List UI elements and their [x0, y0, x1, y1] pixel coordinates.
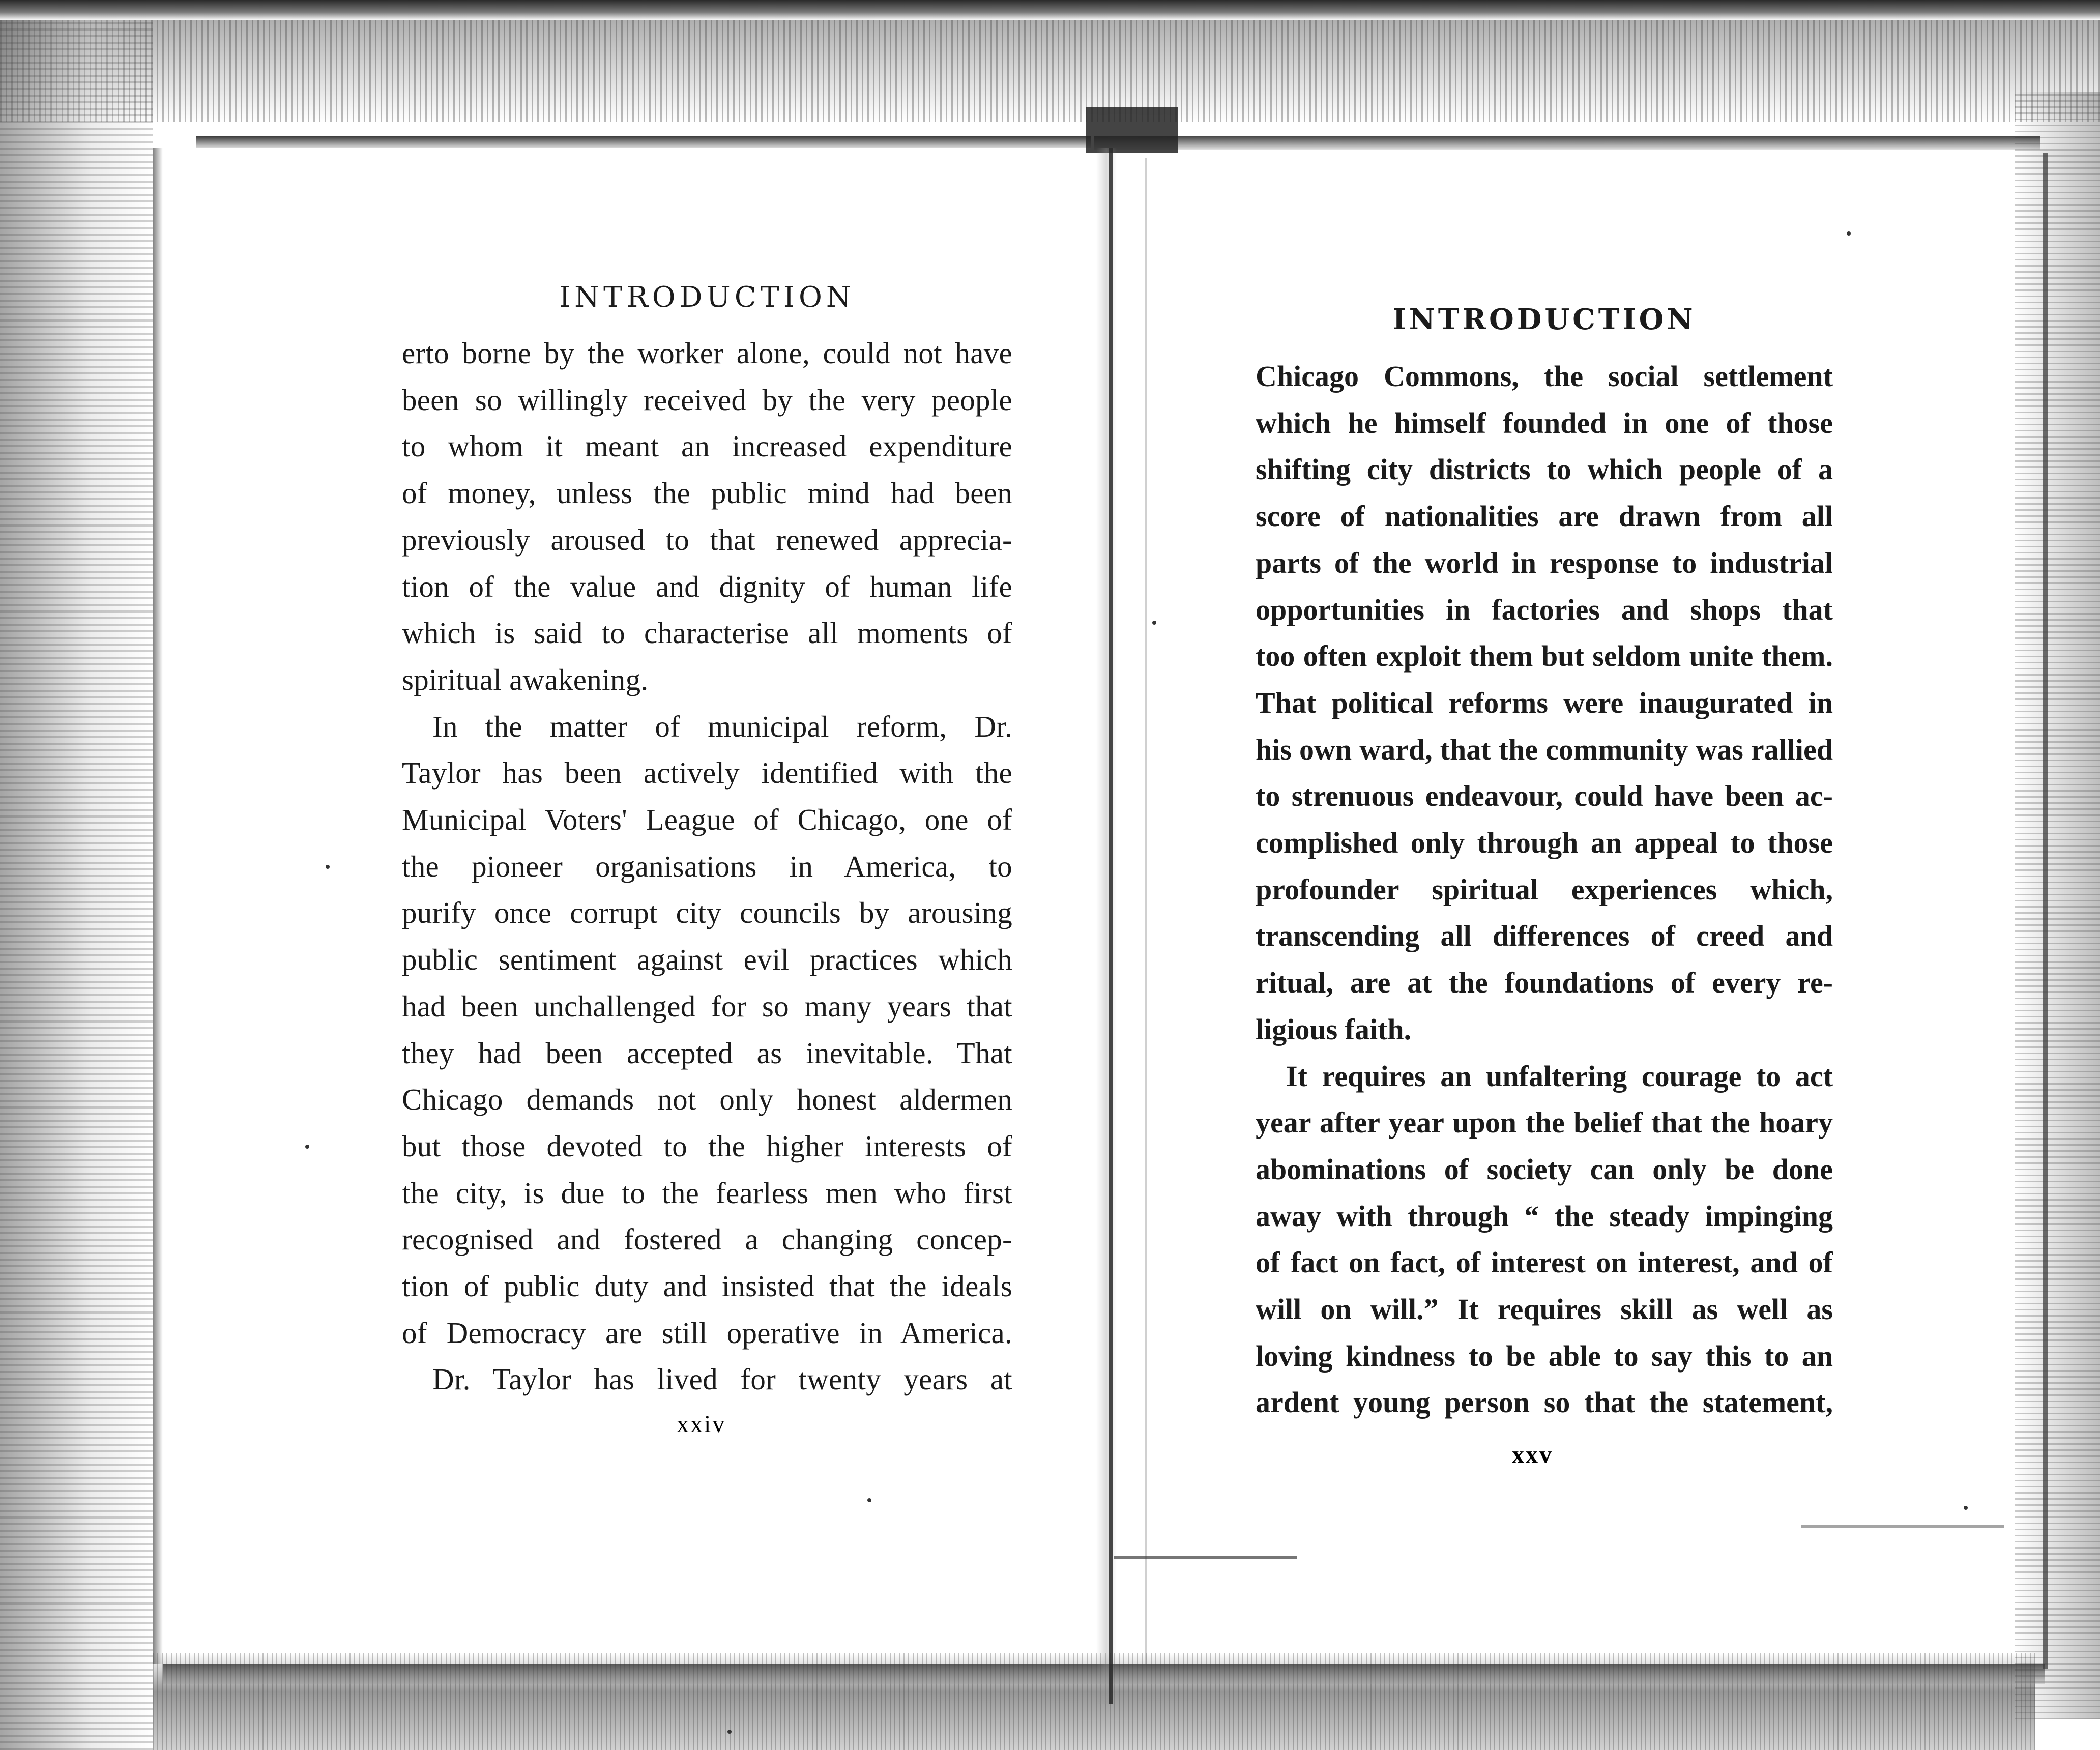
- text-line: to whom it meant an increased expenditure: [402, 429, 1012, 463]
- gutter-bottom-mark: [1114, 1556, 1297, 1559]
- text-line: transcending all differences of creed and: [1256, 919, 1833, 953]
- text-line: to strenuous endeavour, could have been ac-: [1256, 779, 1833, 813]
- left-page: [402, 277, 1012, 1403]
- text-line: loving kindness to be able to say this to an: [1256, 1339, 1833, 1373]
- gutter-line: [1109, 148, 1113, 1704]
- text-line: his own ward, that the community was rallied: [1256, 733, 1833, 766]
- text-line: they had been accepted as inevitable. That: [402, 1036, 1012, 1070]
- right-page-bottom-mark: [1801, 1525, 2004, 1528]
- gutter-shadow: [1096, 148, 1117, 1704]
- text-line: That political reforms were inaugurated in: [1256, 686, 1833, 719]
- left-page-top-edge: [196, 136, 1091, 148]
- text-line: which he himself founded in one of those: [1256, 406, 1833, 440]
- scan-speck: [326, 865, 330, 869]
- text-line: the pioneer organisations in America, to: [402, 849, 1012, 883]
- text-line: parts of the world in response to industrial: [1256, 546, 1833, 579]
- text-line: too often exploit them but seldom unite them.: [1256, 639, 1833, 673]
- text-line: recognised and fostered a changing concep-: [402, 1222, 1012, 1257]
- text-line: In the matter of municipal reform, Dr.: [432, 709, 1012, 743]
- right-page: [1256, 299, 1833, 1426]
- text-line: Taylor has been actively identified with the: [402, 756, 1012, 790]
- scanner-shadow-left: [0, 20, 153, 1750]
- text-line: public sentiment against evil practices which: [402, 943, 1012, 977]
- text-line: away with through “ the steady impinging: [1256, 1199, 1833, 1233]
- text-line: profounder spiritual experiences which,: [1256, 872, 1833, 906]
- right-page-inner-edge: [1145, 158, 1147, 1664]
- text-line: but those devoted to the higher interests of: [402, 1129, 1012, 1163]
- scan-speck: [1152, 621, 1156, 625]
- running-head-left: INTRODUCTION: [559, 281, 855, 314]
- text-line: had been unchallenged for so many years that: [402, 989, 1012, 1023]
- text-line: will on will.” It requires skill as well as: [1256, 1293, 1833, 1326]
- scanner-shadow-top: [0, 0, 2100, 20]
- scan-speck: [1847, 231, 1851, 236]
- text-line: of money, unless the public mind had been: [402, 476, 1012, 510]
- right-page-top-edge: [1094, 136, 2040, 150]
- left-page-outer-edge: [153, 148, 163, 1664]
- scan-speck: [305, 1145, 309, 1149]
- text-line: purify once corrupt city councils by arousing: [402, 896, 1012, 930]
- text-line: erto borne by the worker alone, could not have: [402, 336, 1012, 370]
- text-line: year after year upon the belief that the hoary: [1256, 1106, 1833, 1140]
- text-line: shifting city districts to which people of a: [1256, 453, 1833, 486]
- text-line: score of nationalities are drawn from all: [1256, 500, 1833, 533]
- text-line: the city, is due to the fearless men who first: [402, 1176, 1012, 1210]
- text-line: complished only through an appeal to those: [1256, 826, 1833, 860]
- text-line: opportunities in factories and shops that: [1256, 593, 1833, 626]
- text-line: of Democracy are still operative in America.: [402, 1316, 1012, 1350]
- right-page-body: [1256, 353, 1833, 1426]
- text-line: been so willingly received by the very people: [402, 383, 1012, 417]
- scanner-shadow-right: [2015, 92, 2100, 1719]
- text-line: Dr. Taylor has lived for twenty years at: [432, 1362, 1012, 1396]
- spine-shadow: [1086, 107, 1178, 153]
- text-line: which is said to characterise all moments of: [402, 616, 1012, 650]
- text-line: Municipal Voters' League of Chicago, one of: [402, 803, 1012, 837]
- text-line: tion of public duty and insisted that the ideals: [402, 1269, 1012, 1303]
- page-number-right: xxv: [1512, 1441, 1553, 1468]
- text-line: ligious faith.: [1256, 1012, 1412, 1046]
- scan-speck: [867, 1498, 871, 1502]
- text-line: Chicago Commons, the social settlement: [1256, 360, 1833, 393]
- text-line: ritual, are at the foundations of every re-: [1256, 966, 1833, 1000]
- text-line: abominations of society can only be done: [1256, 1152, 1833, 1186]
- left-page-body: [402, 330, 1012, 1403]
- text-line: ardent young person so that the statement,: [1256, 1386, 1833, 1419]
- text-line: previously aroused to that renewed apprecia-: [402, 522, 1012, 557]
- text-line: spiritual awakening.: [402, 662, 649, 696]
- text-line: It requires an unfaltering courage to act: [1286, 1059, 1833, 1093]
- text-line: Chicago demands not only honest aldermen: [402, 1083, 1012, 1117]
- page-number-left: xxiv: [677, 1411, 726, 1438]
- scan-speck: [1964, 1506, 1968, 1510]
- running-head-right: INTRODUCTION: [1392, 303, 1696, 336]
- text-line: of fact on fact, of interest on interest, and of: [1256, 1246, 1833, 1279]
- right-page-outer-edge: [2043, 153, 2048, 1669]
- text-line: tion of the value and dignity of human life: [402, 569, 1012, 603]
- scan-speck: [727, 1730, 732, 1734]
- scanner-noise-top: [0, 20, 2100, 122]
